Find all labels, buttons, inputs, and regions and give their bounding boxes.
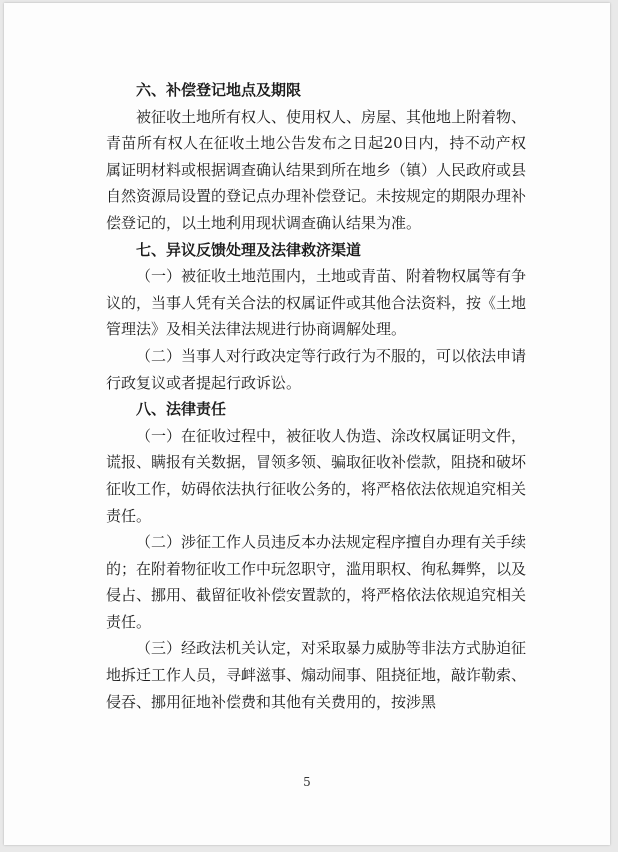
document-page — [4, 3, 610, 845]
paragraph: （一）被征收土地范围内，土地或青苗、附着物权属等有争议的，当事人凭有关合法的权属证件或其他合法资料，按《土地管理法》及相关法律法规进行协商调解处理。 — [106, 267, 527, 339]
section-heading: 六、补偿登记地点及期限 — [136, 81, 302, 99]
paragraph: （二）涉征工作人员违反本办法规定程序擅自办理有关手续的；在附着物征收工作中玩忽职守，滥用职权、徇私舞弊，以及侵占、挪用、截留征收补偿安置款的，将严格依法依规追究相关责任。 — [106, 533, 527, 631]
paragraph: 被征收土地所有权人、使用权人、房屋、其他地上附着物、青苗所有权人在征收土地公告发布之日起20日内，持不动产权属证明材料或根据调查确认结果到所在地乡（镇）人民政府或县自然资源局设置的登记点办理补偿登记。未按规定的期限办理补偿登记的，以土地利用现状调查确认结果为准。 — [106, 107, 527, 232]
paragraph: （二）当事人对行政决定等行政行为不服的，可以依法申请行政复议或者提起行政诉讼。 — [106, 346, 527, 392]
section-heading: 七、异议反馈处理及法律救济渠道 — [136, 240, 362, 259]
section-heading: 八、法律责任 — [136, 400, 227, 419]
paragraph: （三）经政法机关认定，对采取暴力威胁等非法方式胁迫征地拆迁工作人员，寻衅滋事、煽动闹事、阻挠征地，敲诈勒索、侵吞、挪用征地补偿费和其他有关费用的，按涉黑 — [106, 639, 527, 711]
paragraph: （一）在征收过程中，被征收人伪造、涂改权属证明文件，谎报、瞒报有关数据，冒领多领、骗取征收补偿款，阻挠和破坏征收工作，妨碍依法执行征收公务的，将严格依法依规追究相关责任。 — [106, 426, 527, 525]
page-number: 5 — [303, 775, 311, 789]
document-body — [106, 77, 526, 715]
